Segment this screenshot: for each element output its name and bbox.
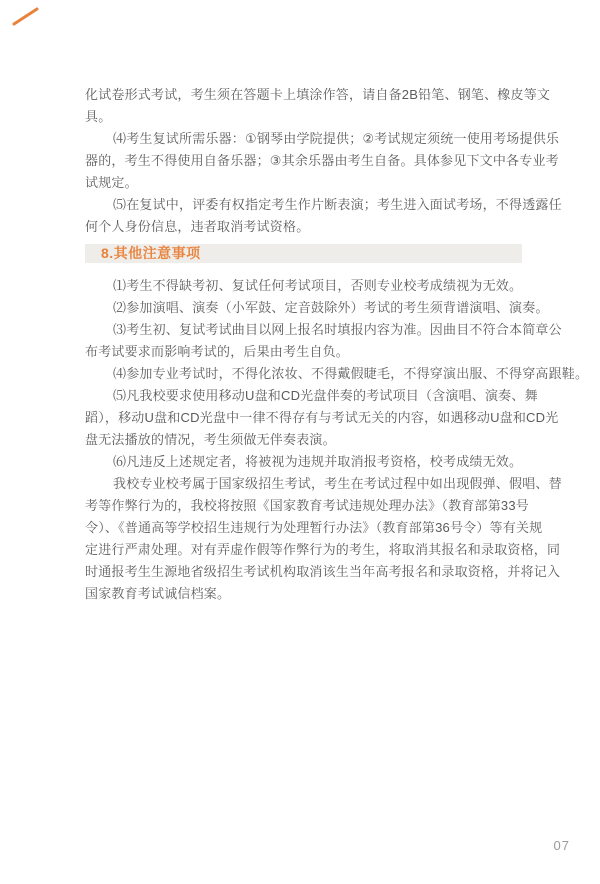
text-line: ⑸在复试中，评委有权指定考生作片断表演；考生进入面试考场，不得透露任 xyxy=(113,197,562,212)
text-line: 定进行严肃处理。对有弄虚作假等作弊行为的考生，将取消其报名和录取资格，同 xyxy=(85,542,561,557)
text-line: 具。 xyxy=(85,109,112,124)
text-line: 何个人身份信息，违者取消考试资格。 xyxy=(85,219,310,234)
text-line: 化试卷形式考试，考生须在答题卡上填涂作答，请自备2B铅笔、钢笔、橡皮等文 xyxy=(85,87,551,102)
text-line: ⑷考生复试所需乐器：①钢琴由学院提供；②考试规定须统一使用考场提供乐 xyxy=(113,131,560,146)
text-line: 时通报考生生源地省级招生考试机构取消该生当年高考报名和录取资格，并将记入 xyxy=(85,564,561,579)
page-content xyxy=(85,84,589,605)
section-heading-bar xyxy=(85,244,522,263)
text-line: ⑶考生初、复试考试曲目以网上报名时填报内容为准。因曲目不符合本简章公 xyxy=(113,322,562,337)
text-line: 布考试要求而影响考试的，后果由考生自负。 xyxy=(85,344,350,359)
corner-slash-decoration-icon xyxy=(10,5,44,29)
text-line: ⑵参加演唱、演奏（小军鼓、定音鼓除外）考试的考生须背谱演唱、演奏。 xyxy=(113,300,549,315)
text-line: 试规定。 xyxy=(85,175,138,190)
text-line: ⑴考生不得缺考初、复试任何考试项目，否则专业校考成绩视为无效。 xyxy=(113,278,523,293)
body-text-block-top xyxy=(85,84,562,238)
text-line: 我校专业校考属于国家级招生考试，考生在考试过程中如出现假弹、假唱、替 xyxy=(113,476,562,491)
body-text-block-bottom xyxy=(85,275,589,605)
text-line: 蹈），移动U盘和CD光盘中一律不得存有与考试无关的内容，如遇移动U盘和CD光 xyxy=(85,410,559,425)
page-number: 07 xyxy=(553,838,570,853)
text-line: 器的，考生不得使用自备乐器；③其余乐器由考生自备。具体参见下文中各专业考 xyxy=(85,153,559,168)
section-heading-text: 8.其他注意事项 xyxy=(101,245,201,261)
text-line: ⑸凡我校要求使用移动U盘和CD光盘伴奏的考试项目（含演唱、演奏、舞 xyxy=(113,388,538,403)
text-line: 国家教育考试诚信档案。 xyxy=(85,586,231,601)
text-line: 令）、《普通高等学校招生违规行为处理暂行办法》（教育部第36号令）等有关规 xyxy=(85,520,543,535)
text-line: ⑹凡违反上述规定者，将被视为违规并取消报考资格，校考成绩无效。 xyxy=(113,454,523,469)
text-line: 盘无法播放的情况，考生须做无伴奏表演。 xyxy=(85,432,336,447)
text-line: ⑷参加专业考试时，不得化浓妆、不得戴假睫毛，不得穿演出服、不得穿高跟鞋。 xyxy=(113,366,589,381)
text-line: 考等作弊行为的，我校将按照《国家教育考试违规处理办法》（教育部第33号 xyxy=(85,498,529,513)
